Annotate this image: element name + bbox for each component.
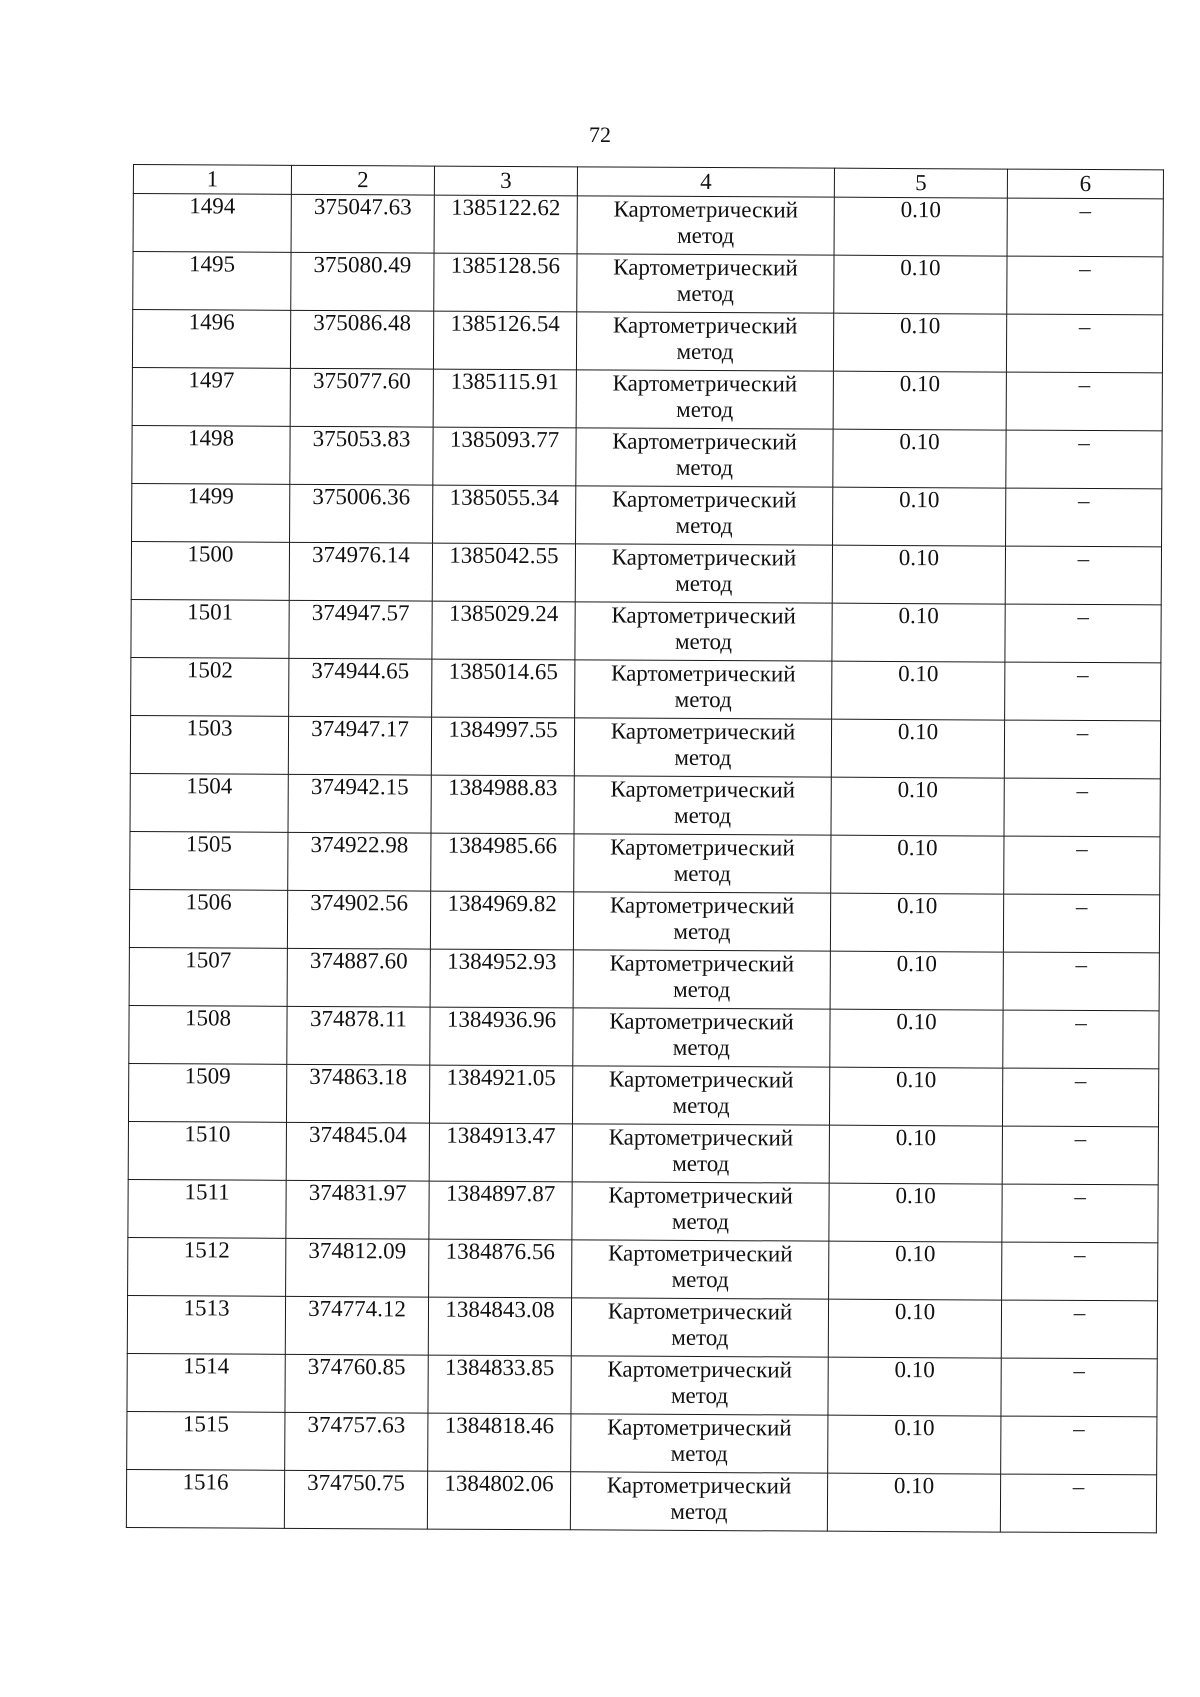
- note-cell: –: [1000, 1474, 1156, 1533]
- method-line-2: метод: [676, 280, 734, 307]
- point-number-cell: 1516: [126, 1469, 284, 1528]
- accuracy-cell: 0.10: [832, 545, 1005, 604]
- method-cell: [570, 1472, 827, 1531]
- accuracy-cell: 0.10: [833, 313, 1006, 372]
- x-coordinate-cell: 374922.98: [288, 832, 431, 891]
- x-coordinate-cell: 374774.12: [285, 1296, 428, 1355]
- method-line-2: метод: [676, 338, 734, 365]
- table-row: [132, 367, 1162, 430]
- method-cell: [573, 1008, 830, 1067]
- method-line-1: Картометрический: [611, 660, 796, 687]
- y-coordinate-cell: 1385122.62: [434, 195, 577, 254]
- note-cell: –: [1001, 1416, 1157, 1475]
- method-line-2: метод: [673, 976, 731, 1003]
- point-number-cell: 1498: [132, 425, 290, 484]
- method-line-1: Картометрический: [613, 196, 799, 223]
- y-coordinate-cell: 1385014.65: [432, 659, 575, 718]
- method-cell: [577, 254, 834, 313]
- note-cell: –: [1005, 604, 1161, 663]
- point-number-cell: 1500: [131, 541, 289, 600]
- table-row: [131, 599, 1161, 662]
- point-number-cell: 1508: [129, 1005, 287, 1064]
- x-coordinate-cell: 374944.65: [289, 658, 432, 717]
- y-coordinate-cell: 1384988.83: [431, 775, 574, 834]
- point-number-cell: 1514: [127, 1353, 285, 1412]
- table-body: [126, 194, 1163, 1533]
- y-coordinate-cell: 1385042.55: [432, 543, 575, 602]
- method-line-1: Картометрический: [606, 1472, 792, 1499]
- method-cell: [577, 196, 834, 255]
- accuracy-cell: 0.10: [833, 371, 1006, 430]
- column-header-4: 4: [577, 167, 834, 197]
- method-line-2: метод: [670, 1440, 728, 1467]
- x-coordinate-cell: 374878.11: [287, 1006, 430, 1065]
- note-cell: –: [1005, 662, 1161, 721]
- column-header-3: 3: [434, 166, 577, 196]
- table-row: [126, 1469, 1156, 1532]
- y-coordinate-cell: 1384969.82: [430, 891, 573, 950]
- x-coordinate-cell: 374976.14: [289, 542, 432, 601]
- method-cell: [574, 718, 831, 777]
- accuracy-cell: 0.10: [830, 951, 1003, 1010]
- point-number-cell: 1504: [130, 773, 288, 832]
- y-coordinate-cell: 1384952.93: [430, 949, 573, 1008]
- method-cell: [574, 834, 831, 893]
- note-cell: –: [1004, 720, 1160, 779]
- note-cell: –: [1007, 256, 1163, 315]
- method-cell: [576, 312, 833, 371]
- method-line-2: метод: [674, 744, 732, 771]
- method-cell: [575, 602, 832, 661]
- method-line-2: метод: [673, 918, 731, 945]
- table-row: [127, 1353, 1157, 1416]
- method-line-2: метод: [674, 628, 733, 655]
- note-cell: –: [1002, 1184, 1158, 1243]
- accuracy-cell: 0.10: [830, 1009, 1003, 1068]
- table-row: [130, 715, 1160, 778]
- point-number-cell: 1507: [129, 947, 287, 1006]
- note-cell: –: [1001, 1300, 1157, 1359]
- method-line-1: Картометрический: [612, 370, 798, 397]
- table-row: [131, 657, 1161, 720]
- note-cell: –: [1006, 430, 1162, 489]
- table-row: [132, 425, 1162, 488]
- column-header-2: 2: [291, 165, 434, 195]
- y-coordinate-cell: 1385115.91: [433, 369, 576, 428]
- method-cell: [571, 1414, 828, 1473]
- method-line-2: метод: [671, 1208, 730, 1235]
- method-line-1: Картометрический: [612, 312, 798, 339]
- method-line-1: Картометрический: [607, 1356, 793, 1383]
- method-line-1: Картометрический: [612, 428, 797, 455]
- y-coordinate-cell: 1385029.24: [432, 601, 575, 660]
- table-row: [130, 773, 1160, 836]
- method-cell: [572, 1240, 829, 1299]
- x-coordinate-cell: 374760.85: [285, 1354, 428, 1413]
- method-line-2: метод: [674, 686, 732, 713]
- y-coordinate-cell: 1384833.85: [428, 1355, 571, 1414]
- y-coordinate-cell: 1384921.05: [429, 1065, 572, 1124]
- method-line-2: метод: [672, 1150, 730, 1177]
- accuracy-cell: 0.10: [832, 661, 1005, 720]
- method-line-2: метод: [671, 1266, 729, 1293]
- accuracy-cell: 0.10: [828, 1357, 1001, 1416]
- table-row: [128, 1237, 1158, 1300]
- column-header-6: 6: [1007, 169, 1163, 199]
- method-cell: [576, 428, 833, 487]
- y-coordinate-cell: 1384913.47: [429, 1123, 572, 1182]
- y-coordinate-cell: 1385126.54: [433, 311, 576, 370]
- method-line-2: метод: [676, 396, 734, 423]
- method-line-1: Картометрический: [613, 254, 798, 281]
- note-cell: –: [1002, 1068, 1158, 1127]
- method-line-1: Картометрический: [607, 1414, 792, 1441]
- y-coordinate-cell: 1385055.34: [433, 485, 576, 544]
- x-coordinate-cell: 374947.57: [289, 600, 432, 659]
- x-coordinate-cell: 374863.18: [286, 1064, 429, 1123]
- y-coordinate-cell: 1384897.87: [429, 1181, 572, 1240]
- table-row: [128, 1121, 1158, 1184]
- method-line-2: метод: [675, 570, 733, 597]
- method-line-2: метод: [672, 1092, 730, 1119]
- method-line-2: метод: [674, 802, 732, 829]
- x-coordinate-cell: 375086.48: [290, 310, 433, 369]
- method-cell: [572, 1182, 829, 1241]
- point-number-cell: 1515: [127, 1411, 285, 1470]
- x-coordinate-cell: 375080.49: [291, 252, 434, 311]
- accuracy-cell: 0.10: [831, 777, 1004, 836]
- note-cell: –: [1003, 1010, 1159, 1069]
- column-header-1: 1: [133, 165, 291, 195]
- method-line-1: Картометрический: [608, 1182, 793, 1209]
- accuracy-cell: 0.10: [827, 1473, 1000, 1532]
- method-line-1: Картометрический: [610, 776, 796, 803]
- table-row: [127, 1411, 1157, 1474]
- x-coordinate-cell: 374902.56: [287, 890, 430, 949]
- method-cell: [575, 544, 832, 603]
- point-number-cell: 1505: [130, 831, 288, 890]
- method-line-2: метод: [670, 1382, 729, 1409]
- method-cell: [573, 950, 830, 1009]
- method-cell: [571, 1356, 828, 1415]
- method-line-1: Картометрический: [608, 1066, 794, 1093]
- x-coordinate-cell: 375047.63: [291, 194, 434, 253]
- note-cell: –: [1002, 1126, 1158, 1185]
- table-row: [128, 1063, 1158, 1126]
- accuracy-cell: 0.10: [829, 1183, 1002, 1242]
- note-cell: –: [1006, 372, 1162, 431]
- accuracy-cell: 0.10: [834, 197, 1007, 256]
- note-cell: –: [1004, 778, 1160, 837]
- method-line-2: метод: [673, 860, 731, 887]
- method-line-2: метод: [672, 1034, 730, 1061]
- accuracy-cell: 0.10: [833, 429, 1006, 488]
- note-cell: –: [1003, 894, 1159, 953]
- point-number-cell: 1513: [127, 1295, 285, 1354]
- point-number-cell: 1495: [133, 252, 291, 311]
- method-cell: [572, 1066, 829, 1125]
- accuracy-cell: 0.10: [828, 1415, 1001, 1474]
- method-cell: [576, 370, 833, 429]
- point-number-cell: 1494: [133, 194, 291, 253]
- y-coordinate-cell: 1384936.96: [430, 1007, 573, 1066]
- method-line-2: метод: [675, 454, 734, 481]
- point-number-cell: 1502: [131, 657, 289, 716]
- point-number-cell: 1501: [131, 599, 289, 658]
- y-coordinate-cell: 1384818.46: [428, 1413, 571, 1472]
- note-cell: –: [1005, 546, 1161, 605]
- y-coordinate-cell: 1384876.56: [429, 1239, 572, 1298]
- point-number-cell: 1503: [130, 715, 288, 774]
- accuracy-cell: 0.10: [830, 893, 1003, 952]
- accuracy-cell: 0.10: [829, 1125, 1002, 1184]
- table-row: [129, 889, 1159, 952]
- method-line-1: Картометрический: [608, 1124, 794, 1151]
- table-row: [132, 310, 1162, 373]
- note-cell: –: [1006, 314, 1162, 373]
- y-coordinate-cell: 1385093.77: [433, 427, 576, 486]
- method-line-1: Картометрический: [610, 834, 795, 861]
- y-coordinate-cell: 1384802.06: [427, 1471, 570, 1530]
- accuracy-cell: 0.10: [829, 1067, 1002, 1126]
- method-line-2: метод: [670, 1498, 728, 1525]
- y-coordinate-cell: 1384843.08: [428, 1297, 571, 1356]
- y-coordinate-cell: 1384985.66: [431, 833, 574, 892]
- x-coordinate-cell: 374942.15: [288, 774, 431, 833]
- method-line-1: Картометрический: [611, 602, 796, 629]
- page-number: 72: [589, 122, 611, 147]
- table-row: [129, 1005, 1159, 1068]
- point-number-cell: 1509: [128, 1063, 286, 1122]
- accuracy-cell: 0.10: [831, 719, 1004, 778]
- note-cell: –: [1004, 836, 1160, 895]
- method-line-2: метод: [677, 222, 735, 249]
- point-number-cell: 1512: [128, 1237, 286, 1296]
- point-number-cell: 1497: [132, 367, 290, 426]
- method-line-1: Картометрический: [610, 718, 796, 745]
- method-cell: [575, 660, 832, 719]
- x-coordinate-cell: 374757.63: [285, 1412, 428, 1471]
- x-coordinate-cell: 374750.75: [284, 1470, 427, 1529]
- x-coordinate-cell: 374831.97: [286, 1180, 429, 1239]
- accuracy-cell: 0.10: [834, 255, 1007, 314]
- accuracy-cell: 0.10: [832, 603, 1005, 662]
- x-coordinate-cell: 375077.60: [290, 368, 433, 427]
- table-row: [127, 1295, 1157, 1358]
- table-row: [133, 194, 1163, 257]
- accuracy-cell: 0.10: [829, 1241, 1002, 1300]
- method-line-1: Картометрический: [609, 1008, 794, 1035]
- point-number-cell: 1506: [129, 889, 287, 948]
- point-number-cell: 1499: [132, 483, 290, 542]
- column-header-5: 5: [834, 168, 1007, 198]
- coordinates-table: [126, 164, 1164, 1533]
- accuracy-cell: 0.10: [833, 487, 1006, 546]
- method-line-1: Картометрический: [611, 486, 797, 513]
- method-cell: [574, 776, 831, 835]
- table-row: [131, 541, 1161, 604]
- note-cell: –: [1007, 198, 1163, 257]
- method-cell: [572, 1124, 829, 1183]
- method-cell: [576, 486, 833, 545]
- method-line-1: Картометрический: [609, 950, 795, 977]
- x-coordinate-cell: 375006.36: [290, 484, 433, 543]
- note-cell: –: [1006, 488, 1162, 547]
- table-row: [133, 252, 1163, 315]
- table-row: [132, 483, 1162, 546]
- table-row: [130, 831, 1160, 894]
- table-row: [129, 947, 1159, 1010]
- x-coordinate-cell: 374812.09: [286, 1238, 429, 1297]
- x-coordinate-cell: 374947.17: [288, 716, 431, 775]
- point-number-cell: 1496: [132, 310, 290, 369]
- note-cell: –: [1001, 1358, 1157, 1417]
- x-coordinate-cell: 374845.04: [286, 1122, 429, 1181]
- accuracy-cell: 0.10: [831, 835, 1004, 894]
- method-line-2: метод: [675, 512, 733, 539]
- note-cell: –: [1002, 1242, 1158, 1301]
- table-row: [128, 1179, 1158, 1242]
- y-coordinate-cell: 1385128.56: [434, 253, 577, 312]
- x-coordinate-cell: 375053.83: [290, 426, 433, 485]
- accuracy-cell: 0.10: [828, 1299, 1001, 1358]
- x-coordinate-cell: 374887.60: [287, 948, 430, 1007]
- method-line-1: Картометрический: [611, 544, 797, 571]
- method-line-1: Картометрический: [607, 1240, 793, 1267]
- method-line-2: метод: [671, 1324, 729, 1351]
- y-coordinate-cell: 1384997.55: [431, 717, 574, 776]
- method-line-1: Картометрический: [609, 892, 795, 919]
- point-number-cell: 1511: [128, 1179, 286, 1238]
- point-number-cell: 1510: [128, 1121, 286, 1180]
- note-cell: –: [1003, 952, 1159, 1011]
- method-line-1: Картометрический: [607, 1298, 793, 1325]
- method-cell: [573, 892, 830, 951]
- method-cell: [571, 1298, 828, 1357]
